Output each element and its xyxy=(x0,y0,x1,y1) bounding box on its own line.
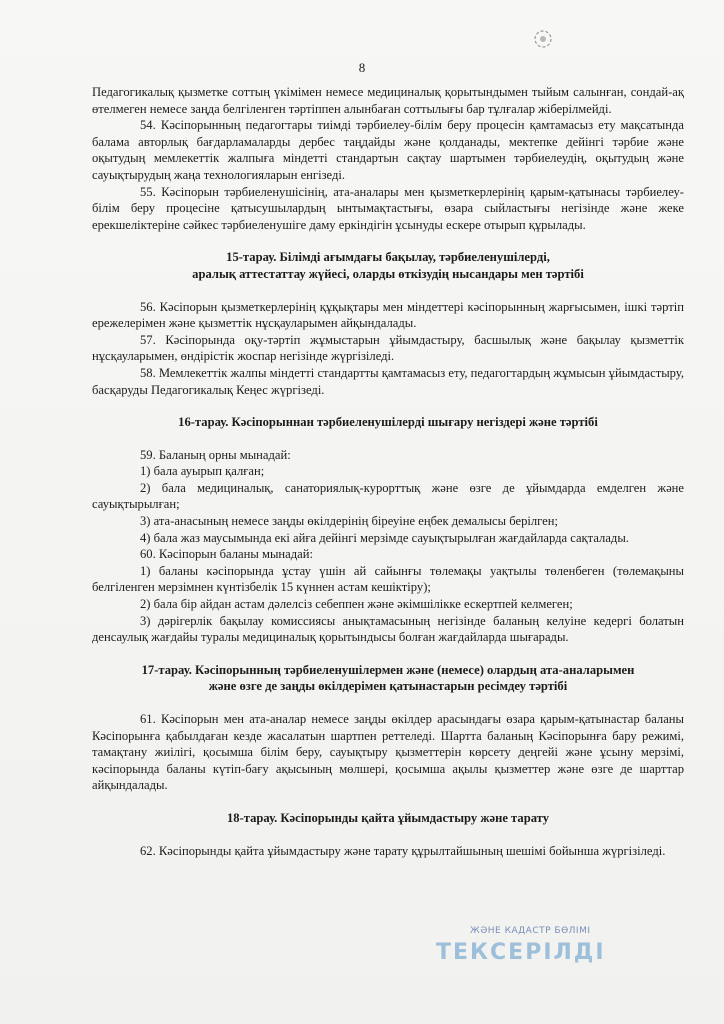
paragraph-60-item-1: 1) баланы кәсіпорында ұстау үшін ай сайынғы төлемақы уақтылы төленбеген (төлемақыны белгіленген мерзімнен күнтізбелік 15 күннен астам кешіктіру); xyxy=(92,563,684,595)
paragraph-61: 61. Кәсіпорын мен ата-аналар немесе заңды өкілдер арасындағы өзара қарым-қатынастар баланы Кәсіпорынға қабылдаған кезде жасалатын шартпен реттеледі. Шартта баланың Кәсіпорынға бару режимі, тамақтану жиілігі, қосымша білім беру, сауықтыру қызметтерін көрсету деңгейі және ұсыну мерзімі, кәсіпорында баланы күтіп-бағу ақысының мөлшері, қосымша ақылы қызметтер және өзге де шарттар айқындалады. xyxy=(92,712,684,793)
paragraph-59: 59. Баланың орны мынадай: xyxy=(140,447,291,462)
paragraph-59-item-1: 1) бала ауырып қалған; xyxy=(140,464,265,479)
paragraph-54: 54. Кәсіпорынның педагогтары тиімді тәрбиелеу-білім беру процесін қамтамасыз ету мақсатында балама авторлық бағдарламаларды дербес таңдайды және қолданады, мектепке дейінгі тәрбие және оқытудың мемлекеттік жалпыға міндетті стандартын сақтау шартымен тәрбиелеудің, оқытудың және сауықтырудың жаңа технологияларын енгізеді. xyxy=(92,118,684,182)
section-18-heading: 18-тарау. Кәсіпорынды қайта ұйымдастыру және тарату xyxy=(227,810,549,825)
paragraph-59-item-2: 2) бала медициналық, санаториялық-курорттық және өзге де ұйымдарда емделген және сауықтырылған; xyxy=(92,480,684,512)
document-body xyxy=(92,84,684,859)
section-16-heading: 16-тарау. Кәсіпорыннан тәрбиеленушілерді шығару негіздері және тәртібі xyxy=(178,415,598,430)
paragraph-55: 55. Кәсіпорын тәрбиеленушісінің, ата-аналары мен қызметкерлерінің қарым-қатынасы тәрбиелеу-білім беру процесіне қатысушылардың ынтымақтастығы, өзара сыйластығы негізінде және жеке ерекшеліктеріне сәйкес тәрбиеленушіге даму еркіндігін ұсынуды ескере отырып құрылады. xyxy=(92,184,684,232)
stamp-text-line1: ЖӘНЕ КАДАСТР БӨЛІМІ xyxy=(470,926,591,936)
scan-mark-icon xyxy=(530,26,556,52)
paragraph-60-item-2: 2) бала бір айдан астам дәлелсіз себеппен және әкімшілікке ескертпей келмеген; xyxy=(140,597,573,612)
paragraph-intro-1: Педагогикалық қызметке соттың үкімімен немесе медициналық қорытындымен тыйым салынған, сондай-ақ өтелмеген немесе заңда белгіленген тәртіппен алынбаған соттылығы бар тұлғалар жіберілмейді. xyxy=(92,85,684,116)
verification-stamp xyxy=(430,922,606,982)
section-17-heading-line1: 17-тарау. Кәсіпорынның тәрбиеленушілермен және (немесе) олардың ата-аналарымен xyxy=(141,662,635,677)
section-17-heading-line2: және өзге де заңды өкілдерімен қатынастарын ресімдеу тәртібі xyxy=(208,679,568,694)
paragraph-57: 57. Кәсіпорында оқу-тәртіп жұмыстарын ұйымдастыру, басшылық және бақылау қызметтік нұсқауларымен, өндірістік жоспар негізінде жүргізіледі. xyxy=(92,332,684,364)
paragraph-58: 58. Мемлекеттік жалпы міндетті стандартты қамтамасыз ету, педагогтардың жұмысын ұйымдастыру, басқаруды Педагогикалық Кеңес жүргізеді. xyxy=(92,365,684,397)
paragraph-59-item-3: 3) ата-анасының немесе заңды өкілдерінің біреуіне еңбек демалысы берілген; xyxy=(140,514,558,529)
paragraph-59-item-4: 4) бала жаз маусымында екі айға дейінгі мерзімде сауықтырылған жағдайларда сақталады. xyxy=(140,530,629,545)
section-15-heading-line1: 15-тарау. Білімді ағымдағы бақылау, тәрбиеленушілерді, xyxy=(226,250,550,265)
section-15-heading-line2: аралық аттестаттау жүйесі, оларды өткізудің нысандары мен тәртібі xyxy=(192,266,584,281)
paragraph-56: 56. Кәсіпорын қызметкерлерінің құқықтары мен міндеттері кәсіпорынның жарғысымен, ішкі тәртіп ережелерімен және қызметтік нұсқауларымен айқындалады. xyxy=(92,299,684,331)
stamp-text-line2: ТЕКСЕРІЛДІ xyxy=(436,940,606,965)
paragraph-60-item-3: 3) дәрігерлік бақылау комиссиясы анықтамасының негізінде баланың келуіне кедергі болатын денсаулық жағдайы туралы медициналық қорытындысы болған жағдайларда шығарады. xyxy=(92,613,684,645)
page-number: 8 xyxy=(358,60,366,75)
paragraph-60: 60. Кәсіпорын баланы мынадай: xyxy=(140,547,313,562)
paragraph-62: 62. Кәсіпорынды қайта ұйымдастыру және тарату құрылтайшының шешімі бойынша жүргізіледі. xyxy=(140,843,666,858)
